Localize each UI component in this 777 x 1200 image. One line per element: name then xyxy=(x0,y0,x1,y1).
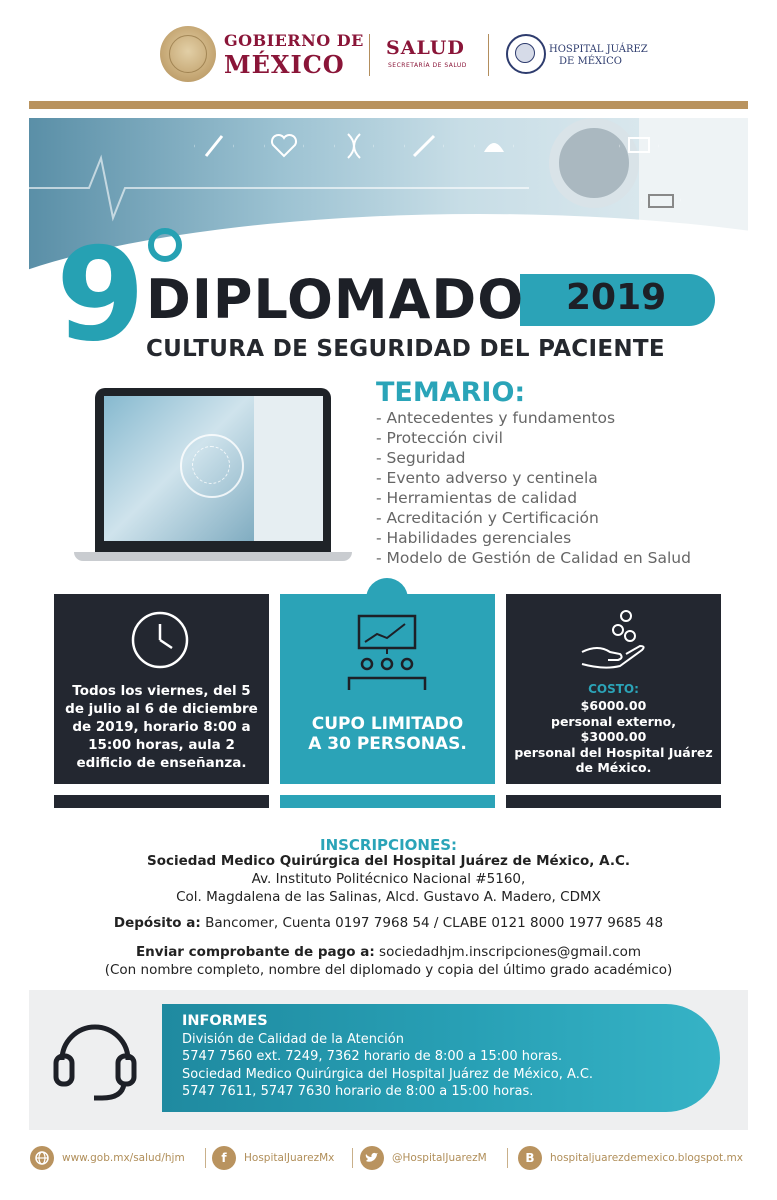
footer-web-text: www.gob.mx/salud/hjm xyxy=(62,1152,185,1164)
footer-blog-text: hospitaljuarezdemexico.blogspot.mx xyxy=(550,1152,743,1164)
enviar-label: Enviar comprobante de pago a: xyxy=(135,944,375,960)
laptop-screen xyxy=(104,396,323,541)
blogger-icon: B xyxy=(518,1146,542,1170)
costo-line: $6000.00 xyxy=(580,698,647,713)
diplomado-subtitle: CULTURA DE SEGURIDAD DEL PACIENTE xyxy=(146,336,665,362)
monitor-icon xyxy=(619,126,659,166)
hospital-seal-logo xyxy=(506,34,546,74)
cupo-line2: A 30 PERSONAS. xyxy=(308,734,467,754)
syringe-icon xyxy=(404,126,444,166)
informes-line: Sociedad Medico Quirúrgica del Hospital Juárez de México, A.C. xyxy=(182,1066,594,1082)
temario-item: - Modelo de Gestión de Calidad en Salud xyxy=(376,549,691,567)
deposito-info xyxy=(29,915,748,931)
costo-line: de México. xyxy=(575,760,652,775)
society-name: Sociedad Medico Quirúrgica del Hospital Juárez de México, A.C. xyxy=(147,853,630,869)
edition-number: 9 xyxy=(56,221,146,370)
temario-heading: TEMARIO: xyxy=(376,377,526,408)
schedule-text: Todos los viernes, del 5 de julio al 6 de diciembre de 2019, horario 8:00 a 15:00 horas, aula 2 edificio de enseñanza. xyxy=(65,683,258,771)
costo-box xyxy=(506,594,721,784)
schedule-strip xyxy=(54,795,269,808)
degree-symbol xyxy=(148,228,182,262)
headset-icon xyxy=(52,1014,138,1104)
year-label: 2019 xyxy=(566,277,667,318)
hospital-name-line2: DE MÉXICO xyxy=(559,56,622,67)
address-line1: Av. Instituto Politécnico Nacional #5160, xyxy=(251,871,526,887)
gobierno-seal-logo xyxy=(160,26,216,82)
nurse-cap-icon xyxy=(474,126,514,166)
inscripciones-heading: INSCRIPCIONES: xyxy=(319,836,457,854)
cupo-box xyxy=(280,594,495,784)
costo-details xyxy=(512,698,715,776)
header-divider xyxy=(488,34,489,76)
costo-line: $3000.00 xyxy=(580,729,647,744)
schedule-box xyxy=(54,594,269,784)
informes-line: División de Calidad de la Atención xyxy=(182,1031,404,1047)
diplomado-title: DIPLOMADO xyxy=(146,268,525,331)
gobierno-title-line1: GOBIERNO DE xyxy=(224,31,364,50)
temario-item: - Evento adverso y centinela xyxy=(376,469,598,487)
address-line2: Col. Magdalena de las Salinas, Alcd. Gustavo A. Madero, CDMX xyxy=(176,889,601,905)
informes-line: 5747 7611, 5747 7630 horario de 8:00 a 15:00 horas. xyxy=(182,1084,534,1099)
header-divider xyxy=(369,34,370,76)
coins-hand-icon xyxy=(580,610,648,672)
gobierno-title-line2: MÉXICO xyxy=(224,50,345,79)
temario-item: - Protección civil xyxy=(376,429,503,447)
footer-twitter-text: @HospitalJuarezM xyxy=(392,1152,487,1164)
twitter-icon xyxy=(360,1146,384,1170)
footer-divider xyxy=(205,1148,206,1168)
enviar-note: (Con nombre completo, nombre del diplomado y copia del último grado académico) xyxy=(104,962,673,978)
temario-item: - Antecedentes y fundamentos xyxy=(376,409,616,427)
clock-icon xyxy=(130,610,190,670)
address xyxy=(29,870,748,906)
cupo-strip xyxy=(280,795,495,808)
footer-facebook-link[interactable] xyxy=(212,1144,334,1172)
informes-heading: INFORMES xyxy=(182,1013,268,1029)
footer-divider xyxy=(352,1148,353,1168)
dna-icon xyxy=(334,126,374,166)
temario-item: - Habilidades gerenciales xyxy=(376,529,572,547)
temario-item: - Seguridad xyxy=(376,449,466,467)
footer-blog-link[interactable] xyxy=(518,1144,743,1172)
header-gold-bar xyxy=(29,101,748,109)
temario-item: - Acreditación y Certificación xyxy=(376,509,599,527)
syringe-icon xyxy=(194,126,234,166)
informes-text xyxy=(182,1013,593,1101)
enviar-info xyxy=(29,943,748,979)
temario-item: - Herramientas de calidad xyxy=(376,489,578,507)
informes-line: 5747 7560 ext. 7249, 7362 horario de 8:00 a 15:00 horas. xyxy=(182,1049,563,1064)
presentation-icon xyxy=(345,614,429,692)
costo-label: COSTO: xyxy=(588,682,639,696)
footer-divider xyxy=(507,1148,508,1168)
temario-list xyxy=(376,408,691,568)
ambulance-icon xyxy=(641,180,681,220)
laptop-base xyxy=(74,552,352,561)
heart-monitor-icon xyxy=(264,126,304,166)
hospital-name-line1: HOSPITAL JUÁREZ xyxy=(549,44,648,55)
costo-line: personal del Hospital Juárez xyxy=(514,744,713,760)
costo-line: personal externo, xyxy=(551,713,676,729)
facebook-icon: f xyxy=(212,1146,236,1170)
cupo-line1: CUPO LIMITADO xyxy=(311,714,464,734)
costo-strip xyxy=(506,795,721,808)
deposito-text: Bancomer, Cuenta 0197 7968 54 / CLABE 0121 8000 1977 9685 48 xyxy=(200,915,664,931)
deposito-label: Depósito a: xyxy=(113,915,201,931)
globe-icon xyxy=(30,1146,54,1170)
footer-facebook-text: HospitalJuarezMx xyxy=(244,1152,335,1164)
enviar-email[interactable]: sociedadhjm.inscripciones@gmail.com xyxy=(374,944,642,960)
salud-subtitle: SECRETARÍA DE SALUD xyxy=(388,62,467,69)
footer-twitter-link[interactable] xyxy=(360,1144,487,1172)
salud-title: SALUD xyxy=(386,37,465,59)
footer-web-link[interactable] xyxy=(30,1144,185,1172)
hospital-name xyxy=(549,44,648,68)
cupo-text xyxy=(280,714,495,754)
